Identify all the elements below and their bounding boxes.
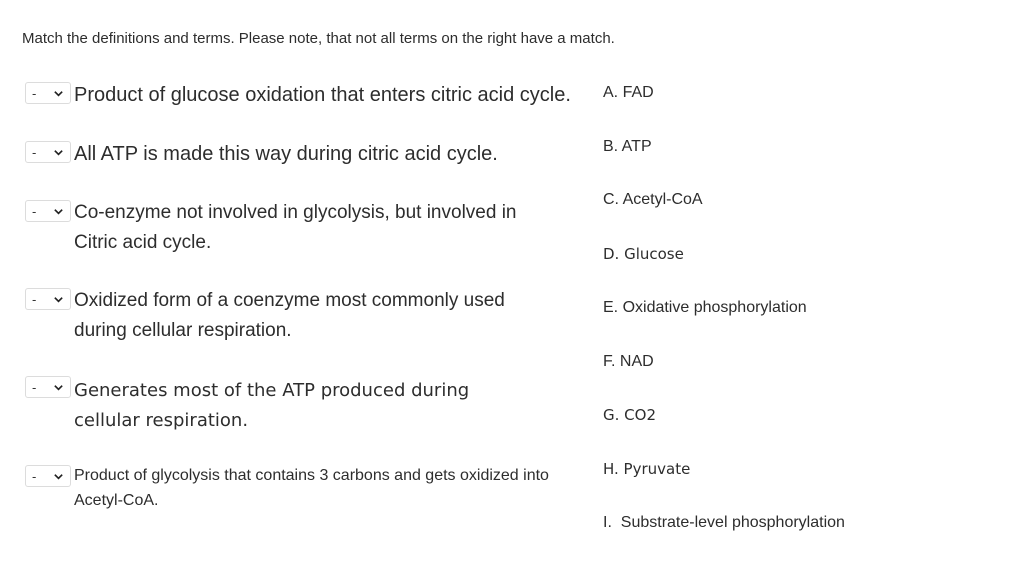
match-dropdown-5[interactable] <box>25 376 71 398</box>
answer-option: G. CO2 <box>603 406 656 424</box>
question-row <box>25 286 545 346</box>
question-text: Product of glucose oxidation that enters citric acid cycle. <box>74 84 571 106</box>
chevron-down-icon <box>53 382 64 393</box>
dropdown-value: - <box>32 203 37 219</box>
question-row <box>25 141 585 167</box>
question-row <box>25 82 585 108</box>
chevron-down-icon <box>53 206 64 217</box>
dropdown-value: - <box>32 379 37 395</box>
dropdown-value: - <box>32 144 37 160</box>
dropdown-value: - <box>32 291 37 307</box>
match-dropdown-4[interactable] <box>25 288 71 310</box>
answer-option: B. ATP <box>603 138 652 155</box>
answer-option: A. FAD <box>603 84 654 101</box>
question-text: Product of glycolysis that contains 3 carbons and gets oxidized into Acetyl-CoA. <box>74 467 549 509</box>
answer-option: D. Glucose <box>603 245 684 263</box>
match-dropdown-1[interactable] <box>25 82 71 104</box>
match-dropdown-3[interactable] <box>25 200 71 222</box>
question-row <box>25 198 525 258</box>
answer-option: C. Acetyl-CoA <box>603 191 703 208</box>
match-dropdown-2[interactable] <box>25 141 71 163</box>
match-dropdown-6[interactable] <box>25 465 71 487</box>
question-row <box>25 463 585 513</box>
question-text: All ATP is made this way during citric acid cycle. <box>74 143 498 165</box>
question-text: Generates most of the ATP produced during cellular respiration. <box>74 380 470 431</box>
dropdown-value: - <box>32 85 37 101</box>
answer-option: H. Pyruvate <box>603 460 691 478</box>
instructions-text: Match the definitions and terms. Please note, that not all terms on the right have a match. <box>22 30 615 47</box>
question-text: Oxidized form of a coenzyme most commonly used during cellular respiration. <box>74 290 505 341</box>
chevron-down-icon <box>53 88 64 99</box>
dropdown-value: - <box>32 468 37 484</box>
answer-option: I. Substrate-level phosphorylation <box>603 514 845 531</box>
chevron-down-icon <box>53 147 64 158</box>
question-row <box>25 376 525 436</box>
chevron-down-icon <box>53 294 64 305</box>
chevron-down-icon <box>53 471 64 482</box>
answer-option: F. NAD <box>603 353 654 370</box>
question-text: Co-enzyme not involved in glycolysis, but involved in Citric acid cycle. <box>74 202 517 253</box>
answer-option: E. Oxidative phosphorylation <box>603 299 807 316</box>
